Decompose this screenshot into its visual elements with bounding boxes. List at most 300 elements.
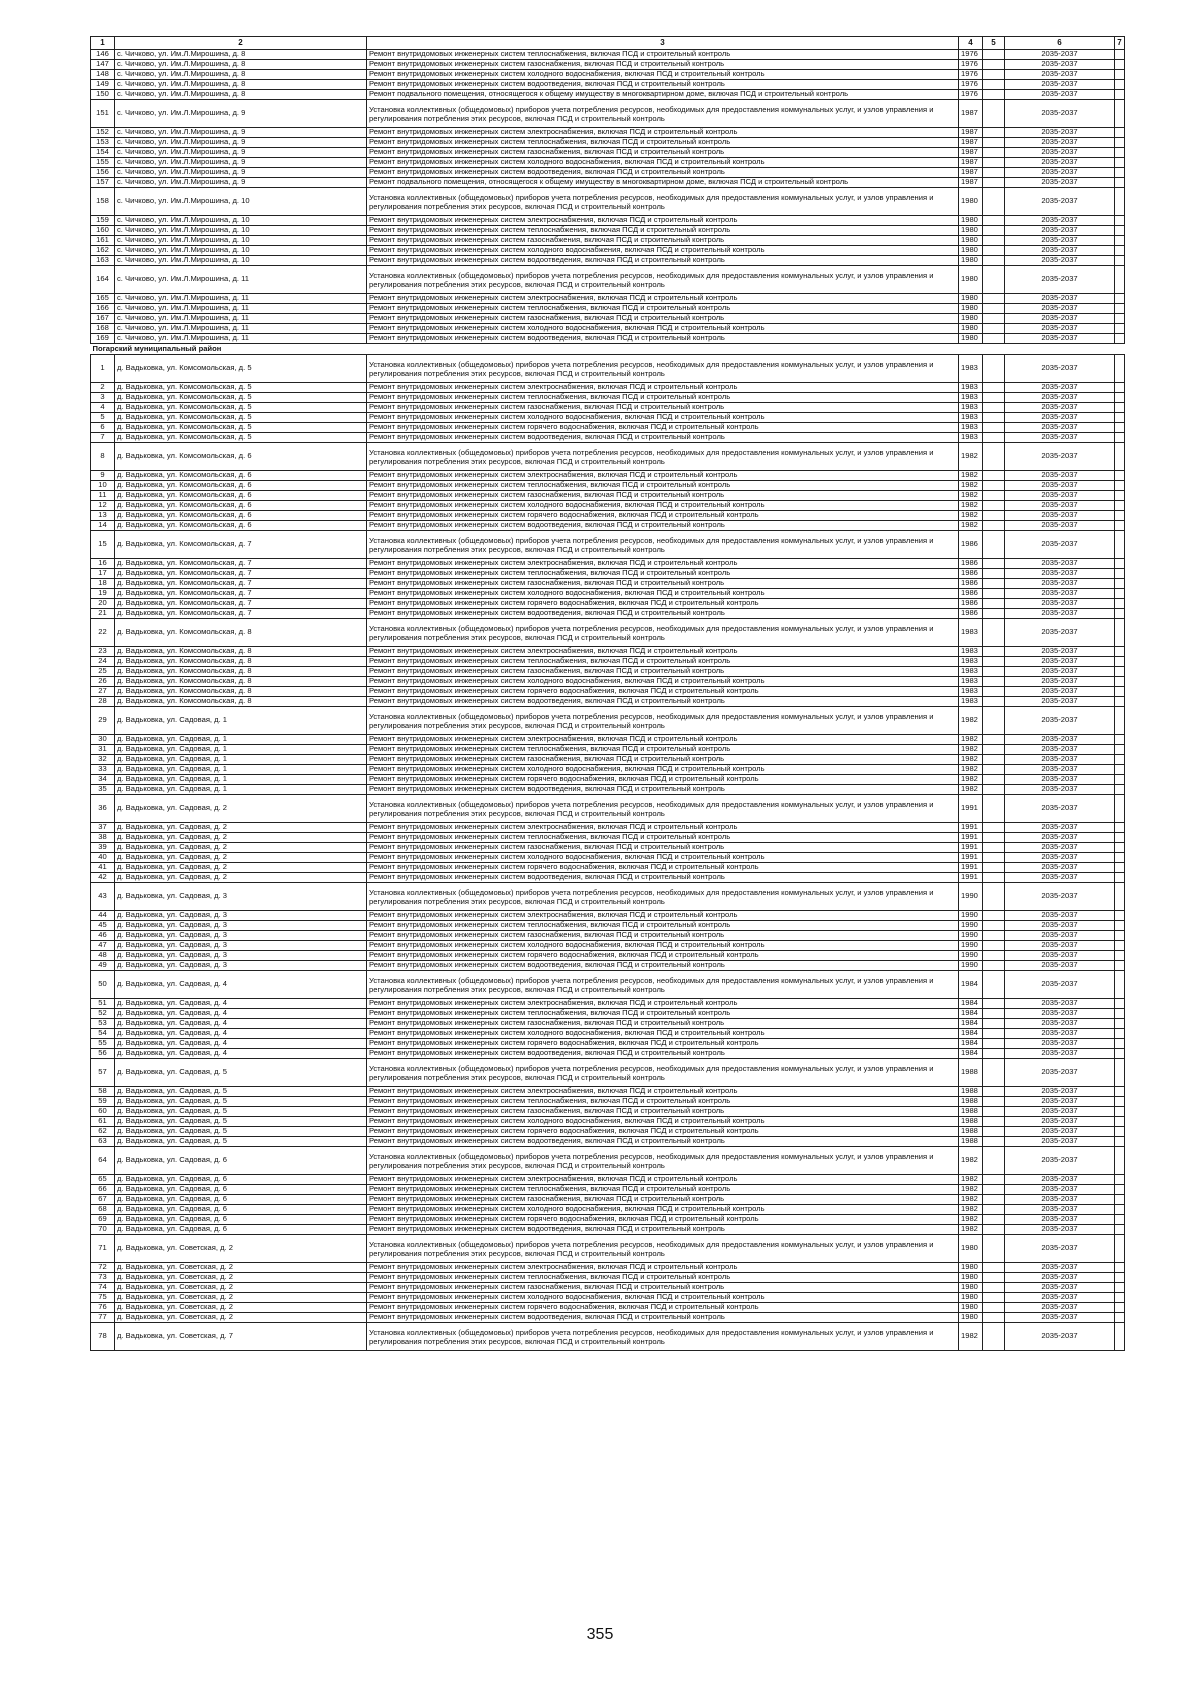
work-type-cell: Ремонт внутридомовых инженерных систем горячего водоснабжения, включая ПСД и строительный контроль <box>367 1215 959 1225</box>
row-number: 54 <box>91 1029 115 1039</box>
work-type-cell: Ремонт подвального помещения, относящегося к общему имуществу в многоквартирном доме, включая ПСД и строительный контроль <box>367 90 959 100</box>
empty-cell <box>983 314 1005 324</box>
empty-cell <box>1115 657 1125 667</box>
empty-cell <box>1115 314 1125 324</box>
work-type-cell: Ремонт внутридомовых инженерных систем водоотведения, включая ПСД и строительный контроль <box>367 1225 959 1235</box>
empty-cell <box>983 1107 1005 1117</box>
period-cell: 2035-2037 <box>1005 100 1115 128</box>
work-type-cell: Ремонт внутридомовых инженерных систем холодного водоснабжения, включая ПСД и строительный контроль <box>367 1293 959 1303</box>
year-cell: 1983 <box>959 393 983 403</box>
table-row <box>91 971 1125 999</box>
work-type-cell: Установка коллективных (общедомовых) приборов учета потребления ресурсов, необходимых для предоставления коммунальных услуг, и узлов управления и регулирования потребления этих ресурсов, включая ПСД и строительный контроль <box>367 100 959 128</box>
year-cell: 1982 <box>959 471 983 481</box>
year-cell: 1987 <box>959 178 983 188</box>
address-cell: д. Вадьковка, ул. Садовая, д. 6 <box>115 1215 367 1225</box>
row-number: 3 <box>91 393 115 403</box>
empty-cell <box>983 433 1005 443</box>
empty-cell <box>983 1225 1005 1235</box>
empty-cell <box>1115 1137 1125 1147</box>
year-cell: 1982 <box>959 1323 983 1351</box>
table-row <box>91 765 1125 775</box>
empty-cell <box>1115 941 1125 951</box>
empty-cell <box>1115 491 1125 501</box>
empty-cell <box>983 823 1005 833</box>
empty-cell <box>983 1205 1005 1215</box>
empty-cell <box>983 883 1005 911</box>
period-cell: 2035-2037 <box>1005 511 1115 521</box>
empty-cell <box>1115 951 1125 961</box>
work-type-cell: Ремонт внутридомовых инженерных систем водоотведения, включая ПСД и строительный контроль <box>367 609 959 619</box>
year-cell: 1980 <box>959 294 983 304</box>
empty-cell <box>1115 1293 1125 1303</box>
work-type-cell: Установка коллективных (общедомовых) приборов учета потребления ресурсов, необходимых для предоставления коммунальных услуг, и узлов управления и регулирования потребления этих ресурсов, включая ПСД и строительный контроль <box>367 1147 959 1175</box>
table-row <box>91 236 1125 246</box>
period-cell: 2035-2037 <box>1005 1293 1115 1303</box>
table-row <box>91 1049 1125 1059</box>
period-cell: 2035-2037 <box>1005 579 1115 589</box>
year-cell: 1983 <box>959 433 983 443</box>
year-cell: 1982 <box>959 521 983 531</box>
year-cell: 1980 <box>959 324 983 334</box>
address-cell: с. Чичково, ул. Им.Л.Мирошина, д. 9 <box>115 128 367 138</box>
period-cell: 2035-2037 <box>1005 266 1115 294</box>
work-type-cell: Ремонт внутридомовых инженерных систем водоотведения, включая ПСД и строительный контроль <box>367 433 959 443</box>
year-cell: 1982 <box>959 1195 983 1205</box>
empty-cell <box>1115 50 1125 60</box>
address-cell: д. Вадьковка, ул. Садовая, д. 4 <box>115 1019 367 1029</box>
empty-cell <box>983 423 1005 433</box>
empty-cell <box>983 471 1005 481</box>
year-cell: 1980 <box>959 314 983 324</box>
period-cell: 2035-2037 <box>1005 823 1115 833</box>
row-number: 70 <box>91 1225 115 1235</box>
address-cell: с. Чичково, ул. Им.Л.Мирошина, д. 8 <box>115 80 367 90</box>
row-number: 58 <box>91 1087 115 1097</box>
address-cell: д. Вадьковка, ул. Садовая, д. 5 <box>115 1107 367 1117</box>
address-cell: д. Вадьковка, ул. Садовая, д. 1 <box>115 755 367 765</box>
empty-cell <box>983 843 1005 853</box>
work-type-cell: Ремонт внутридомовых инженерных систем холодного водоснабжения, включая ПСД и строительный контроль <box>367 765 959 775</box>
table-row <box>91 1293 1125 1303</box>
work-type-cell: Ремонт внутридомовых инженерных систем теплоснабжения, включая ПСД и строительный контроль <box>367 481 959 491</box>
year-cell: 1980 <box>959 188 983 216</box>
empty-cell <box>1115 569 1125 579</box>
period-cell: 2035-2037 <box>1005 433 1115 443</box>
address-cell: с. Чичково, ул. Им.Л.Мирошина, д. 8 <box>115 60 367 70</box>
address-cell: с. Чичково, ул. Им.Л.Мирошина, д. 10 <box>115 236 367 246</box>
row-number: 56 <box>91 1049 115 1059</box>
row-number: 75 <box>91 1293 115 1303</box>
year-cell: 1980 <box>959 334 983 344</box>
row-number: 73 <box>91 1273 115 1283</box>
work-type-cell: Ремонт внутридомовых инженерных систем газоснабжения, включая ПСД и строительный контроль <box>367 236 959 246</box>
address-cell: д. Вадьковка, ул. Садовая, д. 4 <box>115 1049 367 1059</box>
period-cell: 2035-2037 <box>1005 911 1115 921</box>
address-cell: д. Вадьковка, ул. Садовая, д. 6 <box>115 1147 367 1175</box>
year-cell: 1982 <box>959 511 983 521</box>
work-type-cell: Ремонт внутридомовых инженерных систем электроснабжения, включая ПСД и строительный контроль <box>367 1175 959 1185</box>
empty-cell <box>983 1019 1005 1029</box>
address-cell: д. Вадьковка, ул. Советская, д. 2 <box>115 1283 367 1293</box>
address-cell: д. Вадьковка, ул. Комсомольская, д. 6 <box>115 521 367 531</box>
period-cell: 2035-2037 <box>1005 1087 1115 1097</box>
row-number: 61 <box>91 1117 115 1127</box>
table-row <box>91 521 1125 531</box>
row-number: 28 <box>91 697 115 707</box>
address-cell: д. Вадьковка, ул. Комсомольская, д. 5 <box>115 383 367 393</box>
address-cell: д. Вадьковка, ул. Садовая, д. 2 <box>115 863 367 873</box>
empty-cell <box>1115 1195 1125 1205</box>
work-type-cell: Ремонт внутридомовых инженерных систем газоснабжения, включая ПСД и строительный контроль <box>367 1019 959 1029</box>
work-type-cell: Ремонт внутридомовых инженерных систем холодного водоснабжения, включая ПСД и строительный контроль <box>367 853 959 863</box>
empty-cell <box>1115 403 1125 413</box>
empty-cell <box>1115 1215 1125 1225</box>
period-cell: 2035-2037 <box>1005 1097 1115 1107</box>
empty-cell <box>1115 823 1125 833</box>
year-cell: 1986 <box>959 579 983 589</box>
work-type-cell: Ремонт внутридомовых инженерных систем теплоснабжения, включая ПСД и строительный контроль <box>367 50 959 60</box>
empty-cell <box>983 1029 1005 1039</box>
work-type-cell: Ремонт внутридомовых инженерных систем водоотведения, включая ПСД и строительный контроль <box>367 80 959 90</box>
period-cell: 2035-2037 <box>1005 1059 1115 1087</box>
empty-cell <box>1115 1235 1125 1263</box>
table-row <box>91 158 1125 168</box>
table-row <box>91 873 1125 883</box>
row-number: 49 <box>91 961 115 971</box>
year-cell: 1990 <box>959 961 983 971</box>
row-number: 165 <box>91 294 115 304</box>
empty-cell <box>1115 1185 1125 1195</box>
year-cell: 1982 <box>959 1175 983 1185</box>
empty-cell <box>1115 383 1125 393</box>
period-cell: 2035-2037 <box>1005 999 1115 1009</box>
period-cell: 2035-2037 <box>1005 1019 1115 1029</box>
period-cell: 2035-2037 <box>1005 50 1115 60</box>
table-row <box>91 1127 1125 1137</box>
period-cell: 2035-2037 <box>1005 657 1115 667</box>
period-cell: 2035-2037 <box>1005 403 1115 413</box>
table-row <box>91 334 1125 344</box>
row-number: 4 <box>91 403 115 413</box>
address-cell: д. Вадьковка, ул. Комсомольская, д. 7 <box>115 609 367 619</box>
empty-cell <box>983 256 1005 266</box>
table-row <box>91 226 1125 236</box>
year-cell: 1980 <box>959 1263 983 1273</box>
empty-cell <box>983 1293 1005 1303</box>
table-row <box>91 1039 1125 1049</box>
address-cell: с. Чичково, ул. Им.Л.Мирошина, д. 9 <box>115 100 367 128</box>
table-row <box>91 1303 1125 1313</box>
year-cell: 1982 <box>959 1215 983 1225</box>
empty-cell <box>983 1117 1005 1127</box>
work-type-cell: Ремонт внутридомовых инженерных систем электроснабжения, включая ПСД и строительный контроль <box>367 383 959 393</box>
row-number: 20 <box>91 599 115 609</box>
period-cell: 2035-2037 <box>1005 873 1115 883</box>
row-number: 43 <box>91 883 115 911</box>
table-row <box>91 423 1125 433</box>
year-cell: 1990 <box>959 911 983 921</box>
address-cell: д. Вадьковка, ул. Комсомольская, д. 8 <box>115 697 367 707</box>
year-cell: 1987 <box>959 100 983 128</box>
empty-cell <box>1115 294 1125 304</box>
row-number: 16 <box>91 559 115 569</box>
empty-cell <box>983 647 1005 657</box>
section-title: Погарский муниципальный район <box>91 344 1125 355</box>
table-row <box>91 1147 1125 1175</box>
address-cell: с. Чичково, ул. Им.Л.Мирошина, д. 10 <box>115 226 367 236</box>
period-cell: 2035-2037 <box>1005 481 1115 491</box>
work-type-cell: Ремонт внутридомовых инженерных систем водоотведения, включая ПСД и строительный контроль <box>367 168 959 178</box>
year-cell: 1990 <box>959 921 983 931</box>
address-cell: д. Вадьковка, ул. Садовая, д. 5 <box>115 1127 367 1137</box>
year-cell: 1984 <box>959 971 983 999</box>
period-cell: 2035-2037 <box>1005 1175 1115 1185</box>
header-row <box>91 37 1125 50</box>
address-cell: с. Чичково, ул. Им.Л.Мирошина, д. 10 <box>115 188 367 216</box>
table-row <box>91 1019 1125 1029</box>
table-row <box>91 745 1125 755</box>
address-cell: д. Вадьковка, ул. Комсомольская, д. 8 <box>115 677 367 687</box>
empty-cell <box>983 1215 1005 1225</box>
row-number: 169 <box>91 334 115 344</box>
empty-cell <box>983 863 1005 873</box>
year-cell: 1982 <box>959 491 983 501</box>
empty-cell <box>983 707 1005 735</box>
empty-cell <box>983 324 1005 334</box>
work-type-cell: Ремонт внутридомовых инженерных систем теплоснабжения, включая ПСД и строительный контроль <box>367 1097 959 1107</box>
work-type-cell: Ремонт внутридомовых инженерных систем холодного водоснабжения, включая ПСД и строительный контроль <box>367 1205 959 1215</box>
empty-cell <box>1115 413 1125 423</box>
table-row <box>91 707 1125 735</box>
empty-cell <box>983 304 1005 314</box>
row-number: 5 <box>91 413 115 423</box>
period-cell: 2035-2037 <box>1005 795 1115 823</box>
row-number: 153 <box>91 138 115 148</box>
work-type-cell: Ремонт внутридомовых инженерных систем электроснабжения, включая ПСД и строительный контроль <box>367 1263 959 1273</box>
work-type-cell: Ремонт внутридомовых инженерных систем газоснабжения, включая ПСД и строительный контроль <box>367 755 959 765</box>
row-number: 154 <box>91 148 115 158</box>
year-cell: 1980 <box>959 246 983 256</box>
work-type-cell: Ремонт внутридомовых инженерных систем холодного водоснабжения, включая ПСД и строительный контроль <box>367 941 959 951</box>
table-row <box>91 1059 1125 1087</box>
address-cell: с. Чичково, ул. Им.Л.Мирошина, д. 10 <box>115 246 367 256</box>
period-cell: 2035-2037 <box>1005 687 1115 697</box>
period-cell: 2035-2037 <box>1005 314 1115 324</box>
row-number: 53 <box>91 1019 115 1029</box>
empty-cell <box>1115 128 1125 138</box>
address-cell: с. Чичково, ул. Им.Л.Мирошина, д. 9 <box>115 158 367 168</box>
row-number: 13 <box>91 511 115 521</box>
address-cell: д. Вадьковка, ул. Комсомольская, д. 7 <box>115 579 367 589</box>
work-type-cell: Ремонт внутридомовых инженерных систем газоснабжения, включая ПСД и строительный контроль <box>367 491 959 501</box>
table-row <box>91 178 1125 188</box>
table-row <box>91 216 1125 226</box>
period-cell: 2035-2037 <box>1005 521 1115 531</box>
work-type-cell: Ремонт внутридомовых инженерных систем теплоснабжения, включая ПСД и строительный контроль <box>367 657 959 667</box>
work-type-cell: Ремонт внутридомовых инженерных систем теплоснабжения, включая ПСД и строительный контроль <box>367 1273 959 1283</box>
table-row <box>91 843 1125 853</box>
period-cell: 2035-2037 <box>1005 1225 1115 1235</box>
address-cell: д. Вадьковка, ул. Садовая, д. 1 <box>115 785 367 795</box>
row-number: 39 <box>91 843 115 853</box>
period-cell: 2035-2037 <box>1005 971 1115 999</box>
header-cell: 7 <box>1115 37 1125 50</box>
row-number: 11 <box>91 491 115 501</box>
empty-cell <box>983 383 1005 393</box>
empty-cell <box>983 765 1005 775</box>
row-number: 32 <box>91 755 115 765</box>
address-cell: с. Чичково, ул. Им.Л.Мирошина, д. 11 <box>115 266 367 294</box>
period-cell: 2035-2037 <box>1005 294 1115 304</box>
empty-cell <box>983 951 1005 961</box>
address-cell: д. Вадьковка, ул. Садовая, д. 6 <box>115 1205 367 1215</box>
row-number: 27 <box>91 687 115 697</box>
row-number: 152 <box>91 128 115 138</box>
empty-cell <box>1115 853 1125 863</box>
empty-cell <box>983 403 1005 413</box>
address-cell: д. Вадьковка, ул. Садовая, д. 2 <box>115 833 367 843</box>
period-cell: 2035-2037 <box>1005 80 1115 90</box>
period-cell: 2035-2037 <box>1005 1029 1115 1039</box>
work-type-cell: Ремонт внутридомовых инженерных систем холодного водоснабжения, включая ПСД и строительный контроль <box>367 589 959 599</box>
empty-cell <box>983 735 1005 745</box>
empty-cell <box>1115 1019 1125 1029</box>
table-row <box>91 609 1125 619</box>
table-row <box>91 677 1125 687</box>
table-row <box>91 491 1125 501</box>
empty-cell <box>983 158 1005 168</box>
year-cell: 1982 <box>959 501 983 511</box>
empty-cell <box>1115 647 1125 657</box>
period-cell: 2035-2037 <box>1005 188 1115 216</box>
row-number: 71 <box>91 1235 115 1263</box>
period-cell: 2035-2037 <box>1005 1147 1115 1175</box>
period-cell: 2035-2037 <box>1005 168 1115 178</box>
year-cell: 1980 <box>959 266 983 294</box>
table-row <box>91 100 1125 128</box>
year-cell: 1987 <box>959 148 983 158</box>
row-number: 166 <box>91 304 115 314</box>
address-cell: д. Вадьковка, ул. Комсомольская, д. 8 <box>115 687 367 697</box>
period-cell: 2035-2037 <box>1005 531 1115 559</box>
table-row <box>91 931 1125 941</box>
row-number: 77 <box>91 1313 115 1323</box>
address-cell: д. Вадьковка, ул. Комсомольская, д. 7 <box>115 599 367 609</box>
work-type-cell: Установка коллективных (общедомовых) приборов учета потребления ресурсов, необходимых для предоставления коммунальных услуг, и узлов управления и регулирования потребления этих ресурсов, включая ПСД и строительный контроль <box>367 1235 959 1263</box>
row-number: 42 <box>91 873 115 883</box>
empty-cell <box>983 1087 1005 1097</box>
table-row <box>91 246 1125 256</box>
address-cell: д. Вадьковка, ул. Комсомольская, д. 7 <box>115 559 367 569</box>
year-cell: 1991 <box>959 873 983 883</box>
table-row <box>91 383 1125 393</box>
table-row <box>91 393 1125 403</box>
address-cell: д. Вадьковка, ул. Комсомольская, д. 7 <box>115 589 367 599</box>
work-type-cell: Ремонт внутридомовых инженерных систем горячего водоснабжения, включая ПСД и строительный контроль <box>367 1303 959 1313</box>
table-row <box>91 619 1125 647</box>
empty-cell <box>1115 1117 1125 1127</box>
address-cell: д. Вадьковка, ул. Садовая, д. 2 <box>115 873 367 883</box>
empty-cell <box>1115 266 1125 294</box>
work-type-cell: Ремонт внутридомовых инженерных систем водоотведения, включая ПСД и строительный контроль <box>367 961 959 971</box>
address-cell: д. Вадьковка, ул. Комсомольская, д. 5 <box>115 355 367 383</box>
row-number: 21 <box>91 609 115 619</box>
year-cell: 1984 <box>959 1019 983 1029</box>
table-row <box>91 481 1125 491</box>
address-cell: д. Вадьковка, ул. Советская, д. 2 <box>115 1293 367 1303</box>
table-row <box>91 1097 1125 1107</box>
empty-cell <box>983 931 1005 941</box>
table-row <box>91 687 1125 697</box>
empty-cell <box>1115 1273 1125 1283</box>
address-cell: д. Вадьковка, ул. Садовая, д. 4 <box>115 971 367 999</box>
work-type-cell: Ремонт внутридомовых инженерных систем электроснабжения, включая ПСД и строительный контроль <box>367 294 959 304</box>
empty-cell <box>983 60 1005 70</box>
work-type-cell: Установка коллективных (общедомовых) приборов учета потребления ресурсов, необходимых для предоставления коммунальных услуг, и узлов управления и регулирования потребления этих ресурсов, включая ПСД и строительный контроль <box>367 1059 959 1087</box>
header-cell: 5 <box>983 37 1005 50</box>
empty-cell <box>983 413 1005 423</box>
address-cell: д. Вадьковка, ул. Советская, д. 2 <box>115 1235 367 1263</box>
row-number: 17 <box>91 569 115 579</box>
empty-cell <box>1115 471 1125 481</box>
period-cell: 2035-2037 <box>1005 60 1115 70</box>
year-cell: 1988 <box>959 1097 983 1107</box>
period-cell: 2035-2037 <box>1005 1215 1115 1225</box>
year-cell: 1976 <box>959 50 983 60</box>
empty-cell <box>1115 433 1125 443</box>
row-number: 146 <box>91 50 115 60</box>
address-cell: с. Чичково, ул. Им.Л.Мирошина, д. 9 <box>115 138 367 148</box>
empty-cell <box>983 50 1005 60</box>
table-row <box>91 1263 1125 1273</box>
empty-cell <box>983 921 1005 931</box>
empty-cell <box>1115 795 1125 823</box>
work-type-cell: Ремонт внутридомовых инженерных систем горячего водоснабжения, включая ПСД и строительный контроль <box>367 687 959 697</box>
work-type-cell: Ремонт внутридомовых инженерных систем электроснабжения, включая ПСД и строительный контроль <box>367 471 959 481</box>
row-number: 34 <box>91 775 115 785</box>
section-row <box>91 344 1125 355</box>
empty-cell <box>1115 687 1125 697</box>
address-cell: д. Вадьковка, ул. Садовая, д. 3 <box>115 951 367 961</box>
work-type-cell: Ремонт внутридомовых инженерных систем теплоснабжения, включая ПСД и строительный контроль <box>367 226 959 236</box>
year-cell: 1986 <box>959 599 983 609</box>
row-number: 74 <box>91 1283 115 1293</box>
year-cell: 1983 <box>959 423 983 433</box>
row-number: 37 <box>91 823 115 833</box>
period-cell: 2035-2037 <box>1005 833 1115 843</box>
address-cell: д. Вадьковка, ул. Садовая, д. 6 <box>115 1175 367 1185</box>
row-number: 161 <box>91 236 115 246</box>
empty-cell <box>1115 236 1125 246</box>
row-number: 46 <box>91 931 115 941</box>
empty-cell <box>1115 677 1125 687</box>
empty-cell <box>983 579 1005 589</box>
empty-cell <box>1115 765 1125 775</box>
empty-cell <box>983 853 1005 863</box>
address-cell: д. Вадьковка, ул. Садовая, д. 4 <box>115 999 367 1009</box>
empty-cell <box>1115 1303 1125 1313</box>
table-row <box>91 413 1125 423</box>
table-row <box>91 531 1125 559</box>
address-cell: д. Вадьковка, ул. Комсомольская, д. 5 <box>115 393 367 403</box>
year-cell: 1991 <box>959 833 983 843</box>
empty-cell <box>1115 883 1125 911</box>
work-type-cell: Ремонт внутридомовых инженерных систем холодного водоснабжения, включая ПСД и строительный контроль <box>367 158 959 168</box>
period-cell: 2035-2037 <box>1005 1263 1115 1273</box>
empty-cell <box>983 216 1005 226</box>
table-row <box>91 138 1125 148</box>
empty-cell <box>983 1273 1005 1283</box>
